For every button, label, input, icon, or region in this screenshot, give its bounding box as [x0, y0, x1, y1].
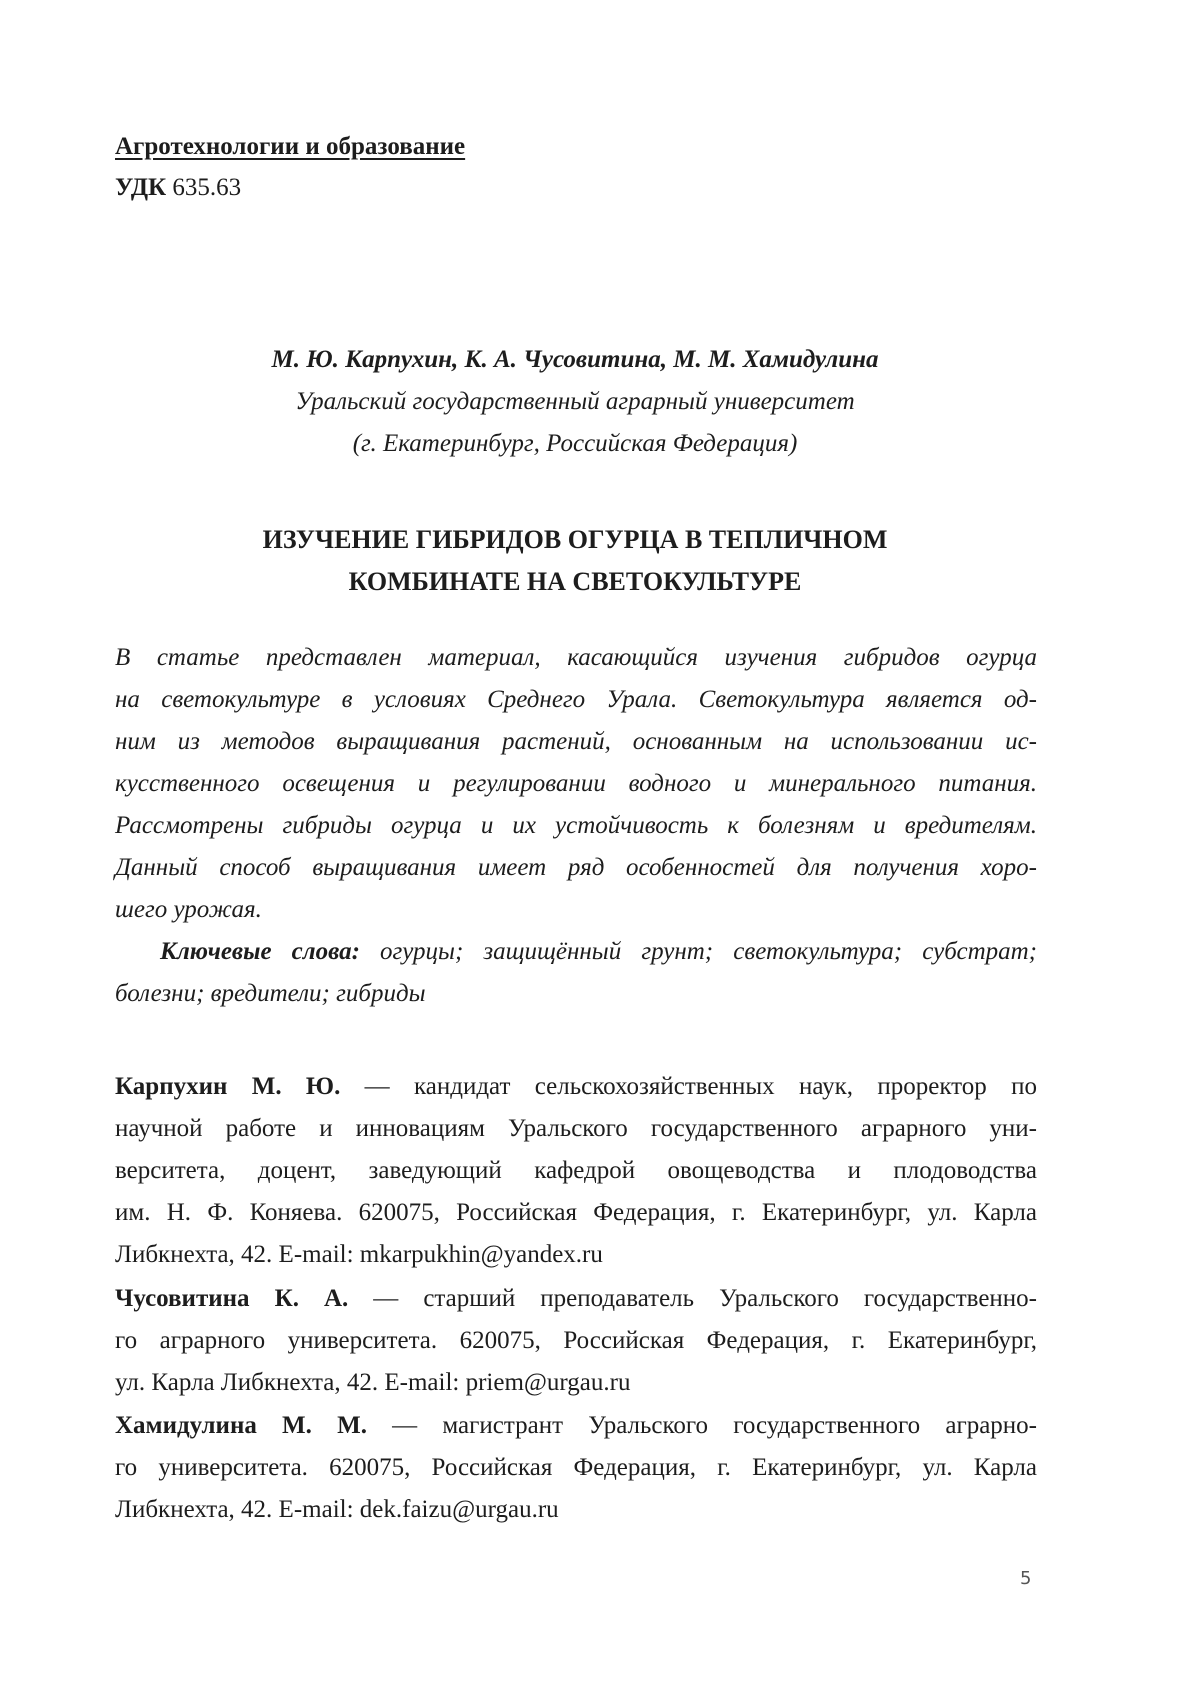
udk-value: 635.63: [166, 174, 241, 201]
abstract-line: Рассмотрены гибриды огурца и их устойчивость к болезням и вредителям.: [115, 811, 1037, 841]
udk-label: УДК: [115, 174, 166, 201]
article-title-line-1: ИЗУЧЕНИЕ ГИБРИДОВ ОГУРЦА В ТЕПЛИЧНОМ: [115, 525, 1035, 555]
author-karpukhin-line-2: научной работе и инновациям Уральского государственного аграрного уни-: [115, 1114, 1037, 1144]
author-karpukhin-line-3: верситета, доцент, заведующий кафедрой овощеводства и плодоводства: [115, 1156, 1037, 1186]
udk-line: [115, 173, 241, 203]
keywords-line-2: болезни; вредители; гибриды: [115, 979, 426, 1009]
author-chusovitina-line-3: ул. Карла Либкнехта, 42. E-mail: priem@urgau.ru: [115, 1368, 630, 1398]
author-karpukhin-name: Карпухин М. Ю.: [115, 1073, 340, 1100]
article-title-line-2: КОМБИНАТЕ НА СВЕТОКУЛЬТУРЕ: [115, 567, 1035, 597]
abstract-line: шего урожая.: [115, 895, 262, 925]
abstract-line: ним из методов выращивания растений, основанным на использовании ис-: [115, 727, 1037, 757]
author-khamidulina-name: Хамидулина М. М.: [115, 1412, 367, 1439]
affiliation-line-1: Уральский государственный аграрный университет: [115, 387, 1035, 417]
author-chusovitina-line-1: [115, 1284, 1037, 1314]
keywords-line-1: [160, 937, 1037, 967]
author-chusovitina-desc: — старший преподаватель Уральского государственно-: [348, 1285, 1037, 1312]
document-page: [0, 0, 1200, 1697]
author-khamidulina-line-2: го университета. 620075, Российская Федерация, г. Екатеринбург, ул. Карла: [115, 1453, 1037, 1483]
keywords-text: огурцы; защищённый грунт; светокультура; субстрат;: [360, 938, 1037, 965]
author-karpukhin-desc: — кандидат сельскохозяйственных наук, проректор по: [340, 1073, 1037, 1100]
section-heading: Агротехнологии и образование: [115, 132, 465, 162]
author-khamidulina-line-3: Либкнехта, 42. E-mail: dek.faizu@urgau.ru: [115, 1495, 559, 1525]
author-chusovitina-line-2: го аграрного университета. 620075, Российская Федерация, г. Екатеринбург,: [115, 1326, 1037, 1356]
page-number: 5: [1020, 1568, 1031, 1589]
authors-line: М. Ю. Карпухин, К. А. Чусовитина, М. М. Хамидулина: [115, 345, 1035, 375]
keywords-label: Ключевые слова:: [160, 938, 360, 965]
author-karpukhin-line-5: Либкнехта, 42. E-mail: mkarpukhin@yandex.ru: [115, 1240, 603, 1270]
abstract-line: на светокультуре в условиях Среднего Урала. Светокультура является од-: [115, 685, 1037, 715]
author-karpukhin-line-4: им. Н. Ф. Коняева. 620075, Российская Федерация, г. Екатеринбург, ул. Карла: [115, 1198, 1037, 1228]
author-chusovitina-name: Чусовитина К. А.: [115, 1285, 348, 1312]
abstract-line: Данный способ выращивания имеет ряд особенностей для получения хоро-: [115, 853, 1037, 883]
author-karpukhin-line-1: [115, 1072, 1037, 1102]
abstract-line: кусственного освещения и регулировании водного и минерального питания.: [115, 769, 1037, 799]
author-khamidulina-desc: — магистрант Уральского государственного аграрно-: [367, 1412, 1037, 1439]
affiliation-line-2: (г. Екатеринбург, Российская Федерация): [115, 429, 1035, 459]
author-khamidulina-line-1: [115, 1411, 1037, 1441]
abstract-line: В статье представлен материал, касающийся изучения гибридов огурца: [115, 643, 1037, 673]
